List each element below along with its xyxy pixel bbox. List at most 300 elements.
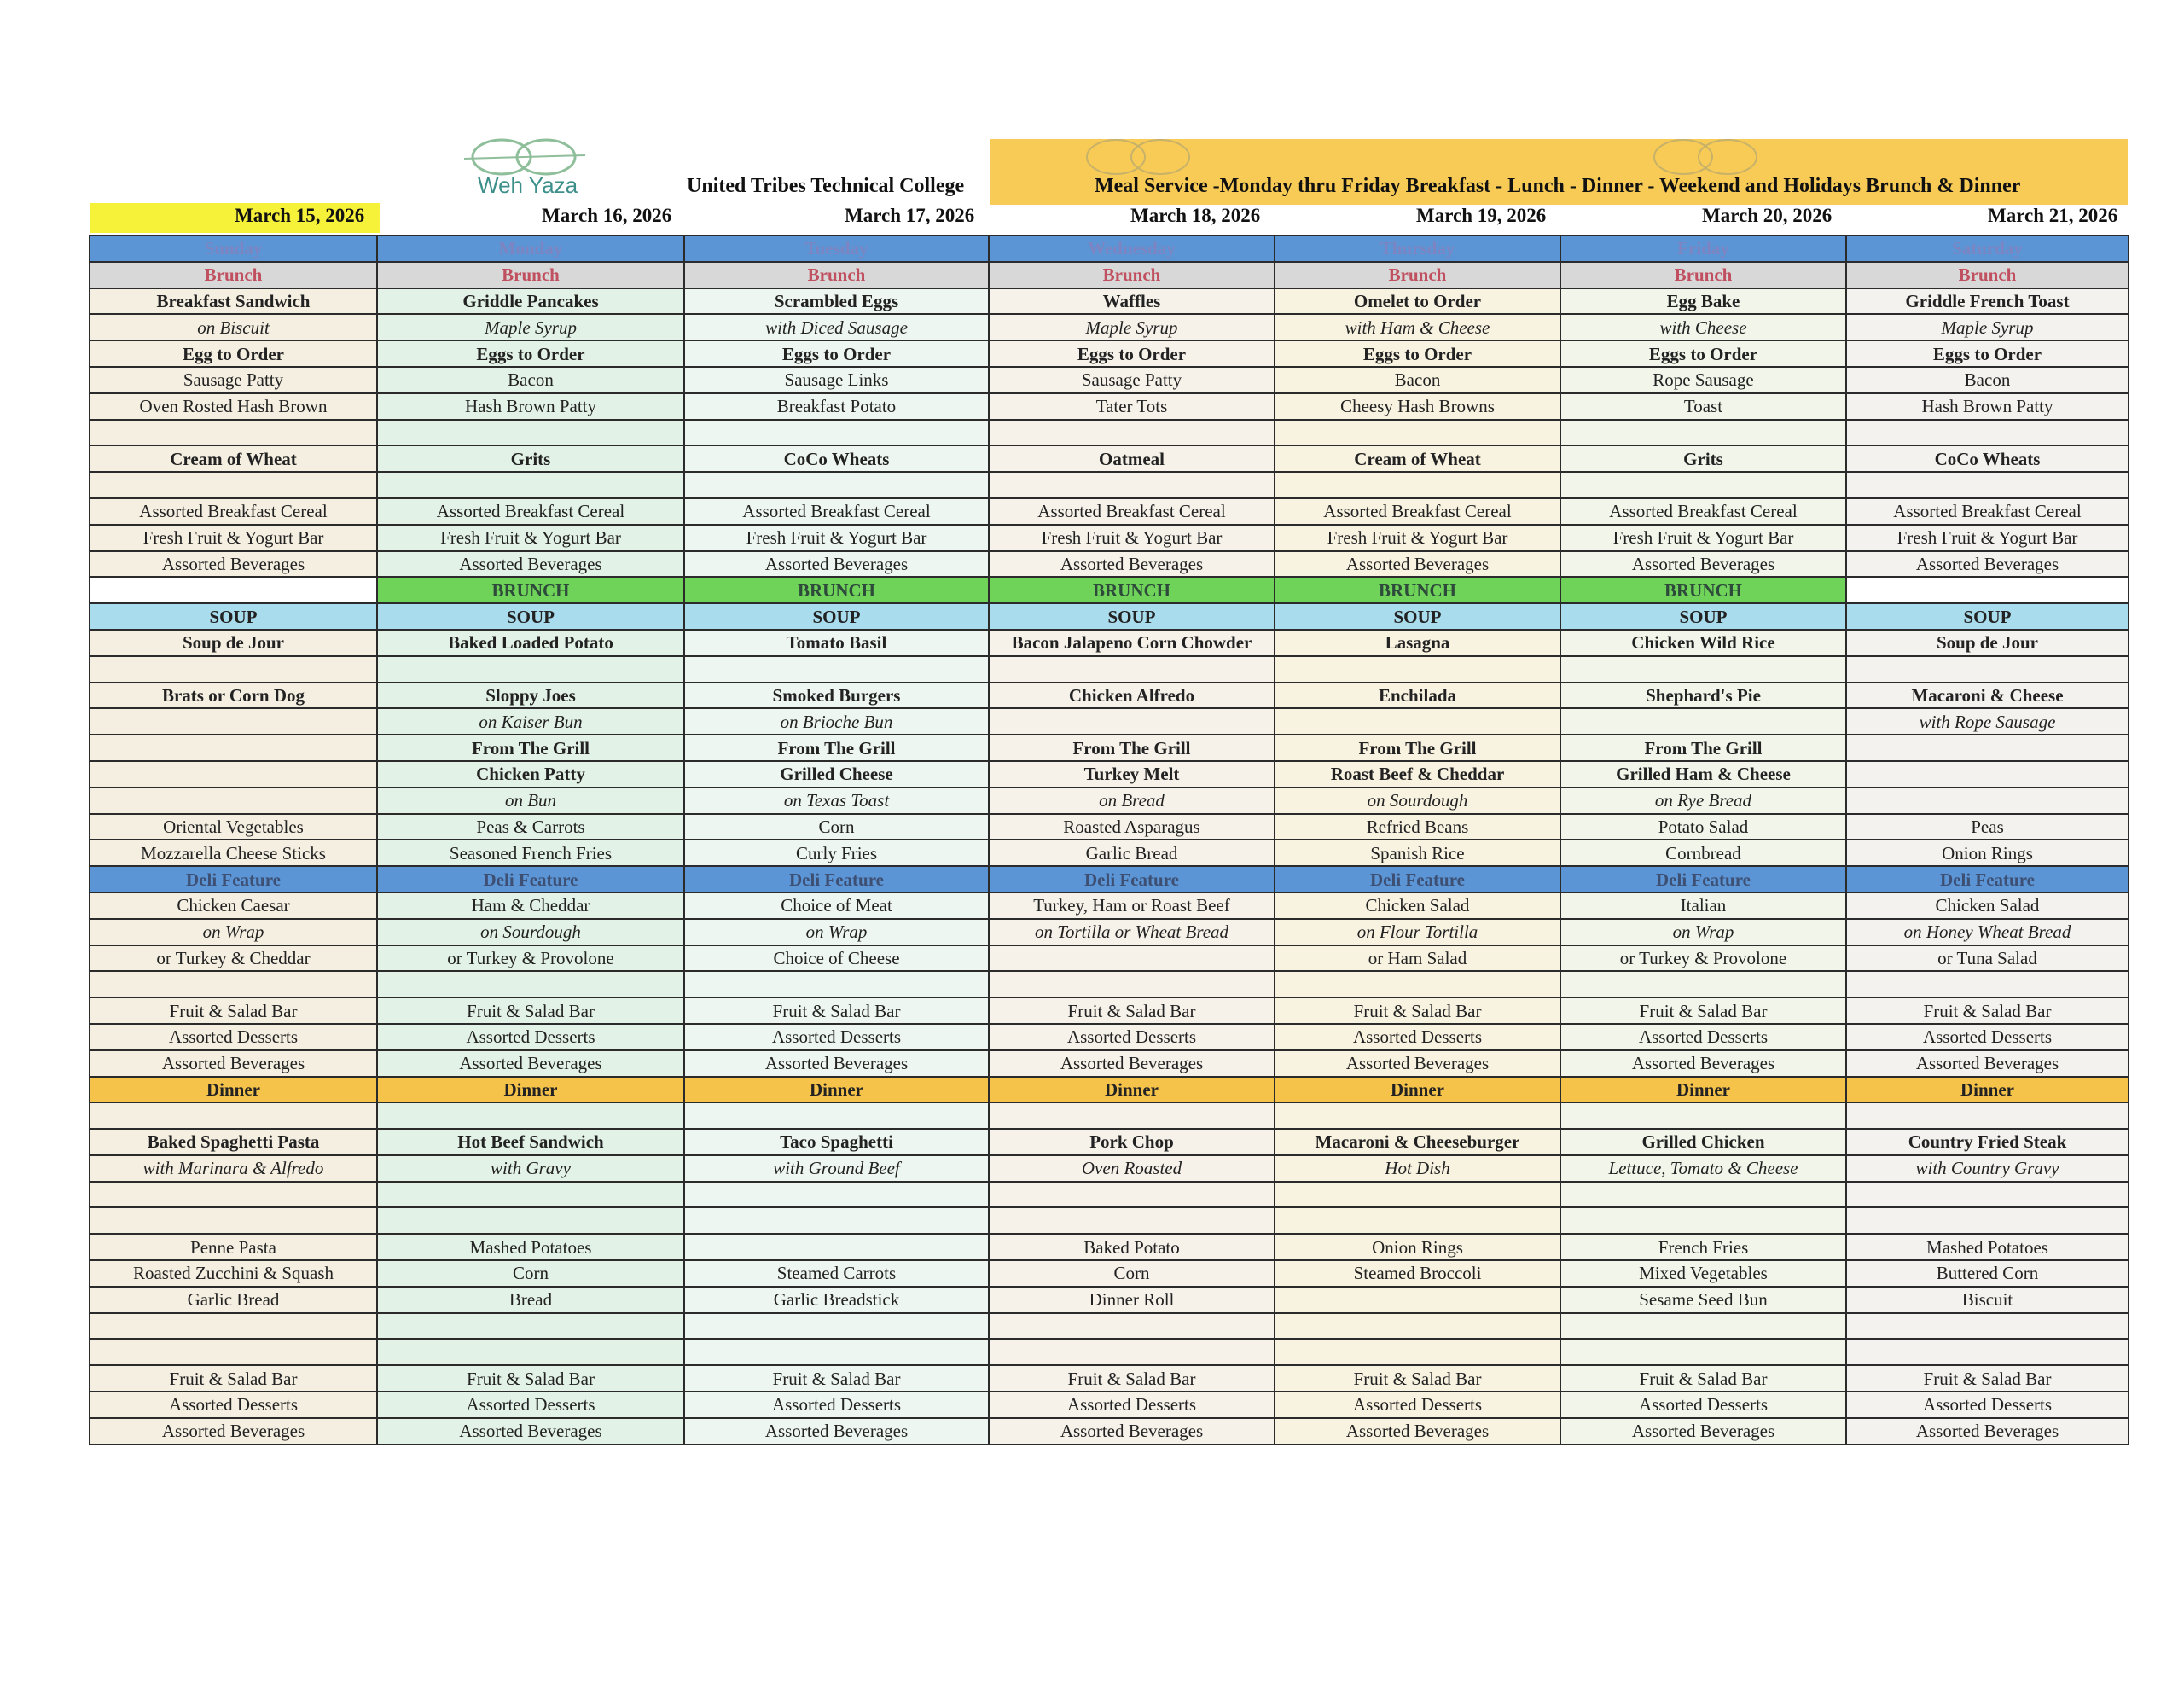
menu-cell-sunday: Sausage Patty [90, 367, 377, 393]
menu-row [90, 866, 2129, 892]
menu-cell-sunday: SOUP [90, 603, 377, 630]
menu-cell-monday: Assorted Desserts [377, 1392, 684, 1418]
menu-cell-monday: Assorted Beverages [377, 1050, 684, 1077]
menu-cell-tuesday: Taco Spaghetti [684, 1129, 989, 1155]
menu-cell-saturday: Bacon [1846, 367, 2129, 393]
menu-row [90, 498, 2129, 525]
menu-cell-monday: on Sourdough [377, 919, 684, 945]
menu-cell-friday [1560, 971, 1846, 997]
menu-cell-thursday [1275, 971, 1560, 997]
menu-cell-saturday: Assorted Beverages [1846, 551, 2129, 578]
day-saturday: Saturday [1846, 235, 2129, 262]
menu-cell-thursday: Macaroni & Cheeseburger [1275, 1129, 1560, 1155]
menu-row [90, 735, 2129, 761]
menu-cell-monday [377, 1207, 684, 1234]
menu-cell-thursday [1275, 1102, 1560, 1129]
menu-cell-thursday: Hot Dish [1275, 1155, 1560, 1182]
menu-cell-saturday [1846, 971, 2129, 997]
menu-cell-tuesday [684, 1234, 989, 1260]
menu-row [90, 971, 2129, 997]
menu-cell-thursday: Eggs to Order [1275, 340, 1560, 367]
menu-cell-saturday: Mashed Potatoes [1846, 1234, 2129, 1260]
menu-row [90, 420, 2129, 446]
menu-row [90, 788, 2129, 814]
menu-cell-thursday: Dinner [1275, 1077, 1560, 1103]
menu-cell-tuesday: Assorted Desserts [684, 1392, 989, 1418]
menu-cell-wednesday [989, 945, 1275, 972]
menu-row [90, 630, 2129, 656]
menu-row [90, 551, 2129, 578]
menu-cell-monday [377, 1339, 684, 1365]
menu-cell-thursday: Spanish Rice [1275, 840, 1560, 866]
menu-cell-friday: Fruit & Salad Bar [1560, 1365, 1846, 1392]
college-name: United Tribes Technical College [687, 175, 965, 197]
menu-row [90, 1234, 2129, 1260]
menu-cell-thursday: or Ham Salad [1275, 945, 1560, 972]
date-monday: March 16, 2026 [542, 205, 672, 226]
menu-cell-sunday: Assorted Desserts [90, 1392, 377, 1418]
menu-cell-tuesday [684, 971, 989, 997]
menu-cell-saturday [1846, 1339, 2129, 1365]
menu-cell-sunday: Oriental Vegetables [90, 814, 377, 840]
menu-cell-sunday: on Wrap [90, 919, 377, 945]
menu-cell-friday [1560, 656, 1846, 683]
menu-cell-saturday: Country Fried Steak [1846, 1129, 2129, 1155]
menu-cell-friday: or Turkey & Provolone [1560, 945, 1846, 972]
menu-cell-monday: Sloppy Joes [377, 683, 684, 709]
menu-row [90, 761, 2129, 788]
menu-cell-tuesday: Assorted Beverages [684, 1418, 989, 1445]
menu-cell-tuesday: Grilled Cheese [684, 761, 989, 788]
menu-cell-saturday: Deli Feature [1846, 866, 2129, 892]
menu-cell-friday: From The Grill [1560, 735, 1846, 761]
menu-cell-friday: Egg Bake [1560, 288, 1846, 315]
menu-cell-thursday: Steamed Broccoli [1275, 1260, 1560, 1287]
menu-cell-saturday: with Country Gravy [1846, 1155, 2129, 1182]
menu-cell-friday: Chicken Wild Rice [1560, 630, 1846, 656]
menu-cell-wednesday: Garlic Bread [989, 840, 1275, 866]
menu-cell-sunday: Oven Rosted Hash Brown [90, 393, 377, 420]
menu-cell-sunday: Cream of Wheat [90, 445, 377, 472]
menu-cell-wednesday: Corn [989, 1260, 1275, 1287]
menu-cell-friday: Shephard's Pie [1560, 683, 1846, 709]
menu-cell-monday [377, 472, 684, 498]
menu-cell-wednesday: Oatmeal [989, 445, 1275, 472]
menu-cell-wednesday: Eggs to Order [989, 340, 1275, 367]
day-thursday: Thursday [1275, 235, 1560, 262]
menu-cell-friday: Assorted Beverages [1560, 1050, 1846, 1077]
menu-cell-friday: SOUP [1560, 603, 1846, 630]
menu-cell-friday: Rope Sausage [1560, 367, 1846, 393]
date-tuesday: March 17, 2026 [845, 205, 975, 226]
menu-cell-monday: Chicken Patty [377, 761, 684, 788]
menu-cell-saturday [1846, 577, 2129, 603]
menu-cell-monday: Dinner [377, 1077, 684, 1103]
menu-cell-friday: Italian [1560, 892, 1846, 919]
menu-cell-saturday: with Rope Sausage [1846, 708, 2129, 735]
menu-row [90, 314, 2129, 340]
menu-cell-wednesday: BRUNCH [989, 577, 1275, 603]
menu-row [90, 840, 2129, 866]
menu-row [90, 603, 2129, 630]
menu-cell-monday: Assorted Beverages [377, 551, 684, 578]
menu-cell-saturday: Assorted Desserts [1846, 1392, 2129, 1418]
menu-cell-wednesday: Assorted Beverages [989, 551, 1275, 578]
menu-cell-friday: Fresh Fruit & Yogurt Bar [1560, 525, 1846, 551]
menu-row [90, 445, 2129, 472]
menu-cell-wednesday [989, 1102, 1275, 1129]
menu-cell-wednesday [989, 656, 1275, 683]
weekly-menu-table [89, 235, 2129, 1445]
menu-row [90, 1155, 2129, 1182]
menu-cell-thursday: with Ham & Cheese [1275, 314, 1560, 340]
menu-cell-sunday [90, 761, 377, 788]
menu-cell-wednesday [989, 1182, 1275, 1208]
menu-cell-sunday: Brats or Corn Dog [90, 683, 377, 709]
menu-cell-thursday: Deli Feature [1275, 866, 1560, 892]
menu-cell-friday: Grilled Ham & Cheese [1560, 761, 1846, 788]
menu-row [90, 945, 2129, 972]
menu-cell-tuesday [684, 420, 989, 446]
menu-cell-monday: or Turkey & Provolone [377, 945, 684, 972]
menu-cell-wednesday: Waffles [989, 288, 1275, 315]
menu-cell-saturday: Chicken Salad [1846, 892, 2129, 919]
menu-cell-monday: Eggs to Order [377, 340, 684, 367]
day-wednesday: Wednesday [989, 235, 1275, 262]
menu-cell-tuesday: Garlic Breadstick [684, 1287, 989, 1313]
menu-cell-friday: BRUNCH [1560, 577, 1846, 603]
menu-row [90, 1287, 2129, 1313]
menu-cell-tuesday: Assorted Beverages [684, 1050, 989, 1077]
menu-cell-friday: on Wrap [1560, 919, 1846, 945]
menu-cell-saturday: Fruit & Salad Bar [1846, 997, 2129, 1024]
menu-cell-sunday: with Marinara & Alfredo [90, 1155, 377, 1182]
menu-cell-saturday: Griddle French Toast [1846, 288, 2129, 315]
menu-cell-monday: Bacon [377, 367, 684, 393]
menu-cell-friday [1560, 1207, 1846, 1234]
menu-cell-monday [377, 1313, 684, 1340]
menu-cell-monday: with Gravy [377, 1155, 684, 1182]
menu-cell-thursday: Refried Beans [1275, 814, 1560, 840]
menu-cell-thursday: Enchilada [1275, 683, 1560, 709]
menu-cell-tuesday: Dinner [684, 1077, 989, 1103]
menu-cell-tuesday [684, 1313, 989, 1340]
menu-cell-sunday: Assorted Beverages [90, 551, 377, 578]
menu-cell-tuesday: Curly Fries [684, 840, 989, 866]
menu-cell-tuesday [684, 1339, 989, 1365]
menu-cell-tuesday: Smoked Burgers [684, 683, 989, 709]
menu-cell-wednesday: Brunch [989, 262, 1275, 288]
menu-cell-monday: Mashed Potatoes [377, 1234, 684, 1260]
menu-cell-tuesday: Choice of Meat [684, 892, 989, 919]
menu-row [90, 525, 2129, 551]
menu-row [90, 919, 2129, 945]
menu-cell-sunday: Fruit & Salad Bar [90, 1365, 377, 1392]
menu-cell-monday [377, 656, 684, 683]
menu-cell-wednesday [989, 1339, 1275, 1365]
menu-cell-thursday [1275, 472, 1560, 498]
menu-cell-sunday: Assorted Breakfast Cereal [90, 498, 377, 525]
menu-cell-tuesday [684, 472, 989, 498]
menu-cell-monday: Maple Syrup [377, 314, 684, 340]
menu-cell-tuesday: BRUNCH [684, 577, 989, 603]
menu-cell-sunday: Fresh Fruit & Yogurt Bar [90, 525, 377, 551]
menu-cell-friday: Assorted Desserts [1560, 1392, 1846, 1418]
menu-cell-saturday: Hash Brown Patty [1846, 393, 2129, 420]
menu-cell-thursday [1275, 1182, 1560, 1208]
menu-cell-wednesday: Chicken Alfredo [989, 683, 1275, 709]
menu-cell-thursday: Assorted Beverages [1275, 551, 1560, 578]
menu-cell-monday: Assorted Desserts [377, 1024, 684, 1050]
menu-cell-tuesday: on Wrap [684, 919, 989, 945]
menu-cell-sunday [90, 656, 377, 683]
menu-cell-friday: Grits [1560, 445, 1846, 472]
menu-cell-friday: Assorted Breakfast Cereal [1560, 498, 1846, 525]
menu-cell-saturday: SOUP [1846, 603, 2129, 630]
menu-cell-wednesday: on Bread [989, 788, 1275, 814]
menu-cell-friday: Assorted Desserts [1560, 1024, 1846, 1050]
menu-row [90, 262, 2129, 288]
menu-cell-wednesday [989, 1207, 1275, 1234]
menu-cell-sunday [90, 788, 377, 814]
menu-cell-sunday: on Biscuit [90, 314, 377, 340]
menu-cell-wednesday: Assorted Desserts [989, 1024, 1275, 1050]
menu-cell-saturday [1846, 656, 2129, 683]
menu-cell-sunday: Brunch [90, 262, 377, 288]
menu-cell-thursday: Roast Beef & Cheddar [1275, 761, 1560, 788]
menu-cell-saturday [1846, 761, 2129, 788]
menu-row [90, 683, 2129, 709]
menu-cell-monday [377, 420, 684, 446]
date-saturday: March 21, 2026 [1988, 205, 2118, 226]
menu-cell-wednesday: Oven Roasted [989, 1155, 1275, 1182]
menu-cell-sunday: Mozzarella Cheese Sticks [90, 840, 377, 866]
menu-cell-wednesday [989, 971, 1275, 997]
menu-row [90, 1182, 2129, 1208]
menu-cell-friday: Grilled Chicken [1560, 1129, 1846, 1155]
menu-cell-sunday: Egg to Order [90, 340, 377, 367]
menu-cell-friday: Mixed Vegetables [1560, 1260, 1846, 1287]
menu-row [90, 656, 2129, 683]
menu-cell-friday: Deli Feature [1560, 866, 1846, 892]
menu-cell-thursday: Brunch [1275, 262, 1560, 288]
menu-row [90, 1129, 2129, 1155]
menu-cell-tuesday: Sausage Links [684, 367, 989, 393]
menu-cell-wednesday: SOUP [989, 603, 1275, 630]
menu-cell-saturday [1846, 1182, 2129, 1208]
menu-cell-friday: Fruit & Salad Bar [1560, 997, 1846, 1024]
menu-cell-sunday: Assorted Desserts [90, 1024, 377, 1050]
menu-cell-friday [1560, 1313, 1846, 1340]
day-monday: Monday [377, 235, 684, 262]
menu-cell-tuesday: From The Grill [684, 735, 989, 761]
menu-cell-tuesday: Fruit & Salad Bar [684, 997, 989, 1024]
menu-cell-friday: Lettuce, Tomato & Cheese [1560, 1155, 1846, 1182]
menu-cell-wednesday: Baked Potato [989, 1234, 1275, 1260]
menu-row [90, 1024, 2129, 1050]
menu-cell-thursday: Assorted Beverages [1275, 1050, 1560, 1077]
menu-cell-monday [377, 971, 684, 997]
menu-row [90, 393, 2129, 420]
date-friday: March 20, 2026 [1702, 205, 1833, 226]
menu-cell-tuesday: with Ground Beef [684, 1155, 989, 1182]
menu-cell-tuesday: Assorted Beverages [684, 551, 989, 578]
menu-row [90, 1418, 2129, 1445]
menu-cell-monday: Ham & Cheddar [377, 892, 684, 919]
menu-cell-saturday [1846, 1207, 2129, 1234]
menu-row [90, 288, 2129, 315]
menu-cell-wednesday: on Tortilla or Wheat Bread [989, 919, 1275, 945]
menu-cell-thursday [1275, 708, 1560, 735]
menu-row [90, 1077, 2129, 1103]
menu-cell-wednesday: Bacon Jalapeno Corn Chowder [989, 630, 1275, 656]
menu-cell-saturday: Biscuit [1846, 1287, 2129, 1313]
menu-cell-monday [377, 1102, 684, 1129]
menu-cell-tuesday: Choice of Cheese [684, 945, 989, 972]
menu-row [90, 892, 2129, 919]
menu-cell-monday [377, 1182, 684, 1208]
menu-cell-wednesday: Pork Chop [989, 1129, 1275, 1155]
menu-cell-tuesday: Fresh Fruit & Yogurt Bar [684, 525, 989, 551]
menu-cell-thursday: on Sourdough [1275, 788, 1560, 814]
day-sunday: Sunday [90, 235, 377, 262]
menu-cell-monday: From The Grill [377, 735, 684, 761]
menu-cell-friday: with Cheese [1560, 314, 1846, 340]
menu-cell-wednesday: Fresh Fruit & Yogurt Bar [989, 525, 1275, 551]
menu-cell-monday: Hot Beef Sandwich [377, 1129, 684, 1155]
menu-cell-tuesday: Eggs to Order [684, 340, 989, 367]
menu-cell-thursday: Assorted Breakfast Cereal [1275, 498, 1560, 525]
menu-cell-friday [1560, 472, 1846, 498]
menu-cell-monday: Griddle Pancakes [377, 288, 684, 315]
menu-cell-wednesday: Deli Feature [989, 866, 1275, 892]
menu-cell-saturday: or Tuna Salad [1846, 945, 2129, 972]
menu-cell-monday: Baked Loaded Potato [377, 630, 684, 656]
menu-cell-friday: Assorted Beverages [1560, 551, 1846, 578]
menu-row [90, 1260, 2129, 1287]
menu-cell-wednesday: Assorted Breakfast Cereal [989, 498, 1275, 525]
menu-cell-sunday: Chicken Caesar [90, 892, 377, 919]
menu-cell-thursday: Fruit & Salad Bar [1275, 1365, 1560, 1392]
menu-cell-saturday: Dinner [1846, 1077, 2129, 1103]
menu-cell-monday: Brunch [377, 262, 684, 288]
menu-cell-wednesday: Maple Syrup [989, 314, 1275, 340]
menu-cell-saturday: Soup de Jour [1846, 630, 2129, 656]
menu-cell-monday: Seasoned French Fries [377, 840, 684, 866]
menu-cell-saturday: Macaroni & Cheese [1846, 683, 2129, 709]
menu-cell-tuesday: Assorted Breakfast Cereal [684, 498, 989, 525]
menu-cell-saturday [1846, 1313, 2129, 1340]
menu-cell-sunday: Assorted Beverages [90, 1050, 377, 1077]
menu-cell-saturday [1846, 1102, 2129, 1129]
menu-cell-thursday: Chicken Salad [1275, 892, 1560, 919]
menu-cell-friday [1560, 420, 1846, 446]
menu-cell-friday: Eggs to Order [1560, 340, 1846, 367]
menu-cell-sunday [90, 1207, 377, 1234]
menu-cell-thursday: Assorted Desserts [1275, 1392, 1560, 1418]
menu-cell-tuesday: Corn [684, 814, 989, 840]
date-row [0, 205, 2184, 233]
day-friday: Friday [1560, 235, 1846, 262]
menu-row [90, 577, 2129, 603]
menu-cell-tuesday: Brunch [684, 262, 989, 288]
menu-cell-sunday: Breakfast Sandwich [90, 288, 377, 315]
menu-cell-friday: Potato Salad [1560, 814, 1846, 840]
menu-cell-saturday: Assorted Desserts [1846, 1024, 2129, 1050]
menu-cell-wednesday: Turkey, Ham or Roast Beef [989, 892, 1275, 919]
menu-cell-sunday [90, 577, 377, 603]
menu-cell-friday [1560, 1182, 1846, 1208]
menu-cell-monday: Corn [377, 1260, 684, 1287]
menu-cell-tuesday: CoCo Wheats [684, 445, 989, 472]
menu-cell-thursday [1275, 420, 1560, 446]
menu-cell-tuesday: Assorted Desserts [684, 1024, 989, 1050]
menu-cell-sunday [90, 1339, 377, 1365]
menu-cell-saturday: Assorted Breakfast Cereal [1846, 498, 2129, 525]
menu-cell-friday: on Rye Bread [1560, 788, 1846, 814]
menu-cell-wednesday: Fruit & Salad Bar [989, 997, 1275, 1024]
menu-cell-saturday: Eggs to Order [1846, 340, 2129, 367]
menu-cell-sunday: or Turkey & Cheddar [90, 945, 377, 972]
menu-cell-thursday [1275, 656, 1560, 683]
menu-cell-saturday: Assorted Beverages [1846, 1418, 2129, 1445]
menu-cell-monday: Fresh Fruit & Yogurt Bar [377, 525, 684, 551]
logo-text: Weh Yaza [478, 172, 578, 198]
menu-cell-friday [1560, 708, 1846, 735]
menu-cell-saturday [1846, 735, 2129, 761]
menu-cell-friday: Toast [1560, 393, 1846, 420]
day-header-row [90, 235, 2129, 262]
menu-cell-thursday: From The Grill [1275, 735, 1560, 761]
menu-cell-wednesday [989, 1313, 1275, 1340]
menu-cell-monday: Assorted Beverages [377, 1418, 684, 1445]
menu-row [90, 1392, 2129, 1418]
menu-cell-saturday: Assorted Beverages [1846, 1050, 2129, 1077]
menu-cell-sunday: Dinner [90, 1077, 377, 1103]
menu-cell-thursday: Fruit & Salad Bar [1275, 997, 1560, 1024]
menu-cell-tuesday: Scrambled Eggs [684, 288, 989, 315]
menu-cell-friday: Assorted Beverages [1560, 1418, 1846, 1445]
menu-cell-wednesday [989, 472, 1275, 498]
menu-cell-wednesday: Roasted Asparagus [989, 814, 1275, 840]
menu-row [90, 1313, 2129, 1340]
menu-cell-wednesday: Dinner Roll [989, 1287, 1275, 1313]
menu-cell-wednesday [989, 708, 1275, 735]
menu-cell-monday: Fruit & Salad Bar [377, 1365, 684, 1392]
menu-cell-tuesday [684, 1207, 989, 1234]
menu-row [90, 367, 2129, 393]
menu-cell-sunday: Assorted Beverages [90, 1418, 377, 1445]
menu-cell-monday: Bread [377, 1287, 684, 1313]
menu-row [90, 472, 2129, 498]
menu-cell-saturday: CoCo Wheats [1846, 445, 2129, 472]
menu-cell-tuesday [684, 656, 989, 683]
menu-cell-friday: Dinner [1560, 1077, 1846, 1103]
menu-cell-tuesday: Fruit & Salad Bar [684, 1365, 989, 1392]
date-sunday: March 15, 2026 [235, 205, 365, 226]
menu-cell-thursday: Onion Rings [1275, 1234, 1560, 1260]
menu-cell-sunday: Garlic Bread [90, 1287, 377, 1313]
menu-cell-monday: on Bun [377, 788, 684, 814]
date-thursday: March 19, 2026 [1416, 205, 1547, 226]
menu-cell-friday: French Fries [1560, 1234, 1846, 1260]
menu-cell-friday: Sesame Seed Bun [1560, 1287, 1846, 1313]
menu-cell-thursday: Assorted Desserts [1275, 1024, 1560, 1050]
menu-cell-sunday [90, 708, 377, 735]
menu-cell-thursday: Omelet to Order [1275, 288, 1560, 315]
menu-cell-monday: BRUNCH [377, 577, 684, 603]
menu-cell-tuesday: on Brioche Bun [684, 708, 989, 735]
